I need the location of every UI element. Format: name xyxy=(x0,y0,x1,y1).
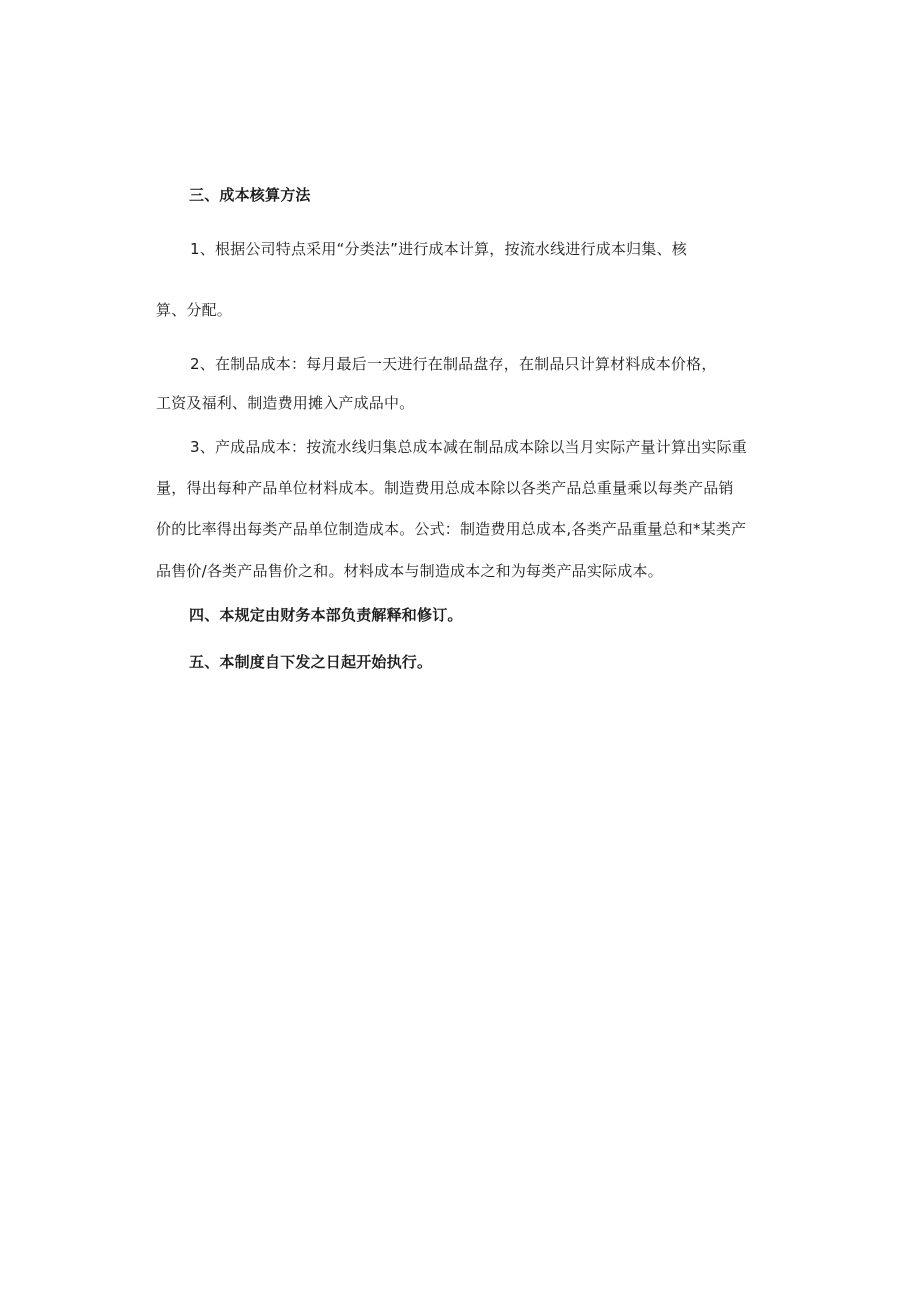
item-3-line-1: 3、产成品成本：按流水线归集总成本减在制品成本除以当月实际产量计算出实际重 xyxy=(190,438,747,456)
section-3-heading: 三、成本核算方法 xyxy=(189,186,311,204)
item-2-line-1: 2、在制品成本：每月最后一天进行在制品盘存，在制品只计算材料成本价格， xyxy=(190,355,717,373)
section-5-heading: 五、本制度自下发之日起开始执行。 xyxy=(189,653,433,671)
item-3-line-2: 量，得出每种产品单位材料成本。制造费用总成本除以各类产品总重量乘以每类产品销 xyxy=(156,479,734,497)
item-3-line-4: 品售价/各类产品售价之和。材料成本与制造成本之和为每类产品实际成本。 xyxy=(156,562,663,580)
item-3-line-3: 价的比率得出每类产品单位制造成本。公式：制造费用总成本,各类产品重量总和*某类产 xyxy=(156,520,747,538)
item-1-line-2: 算、分配。 xyxy=(156,301,233,319)
section-4-heading: 四、本规定由财务本部负责解释和修订。 xyxy=(189,606,463,624)
item-1-line-1: 1、根据公司特点采用“分类法”进行成本计算，按流水线进行成本归集、核 xyxy=(190,240,687,258)
item-2-line-2: 工资及福利、制造费用摊入产成品中。 xyxy=(156,394,415,412)
